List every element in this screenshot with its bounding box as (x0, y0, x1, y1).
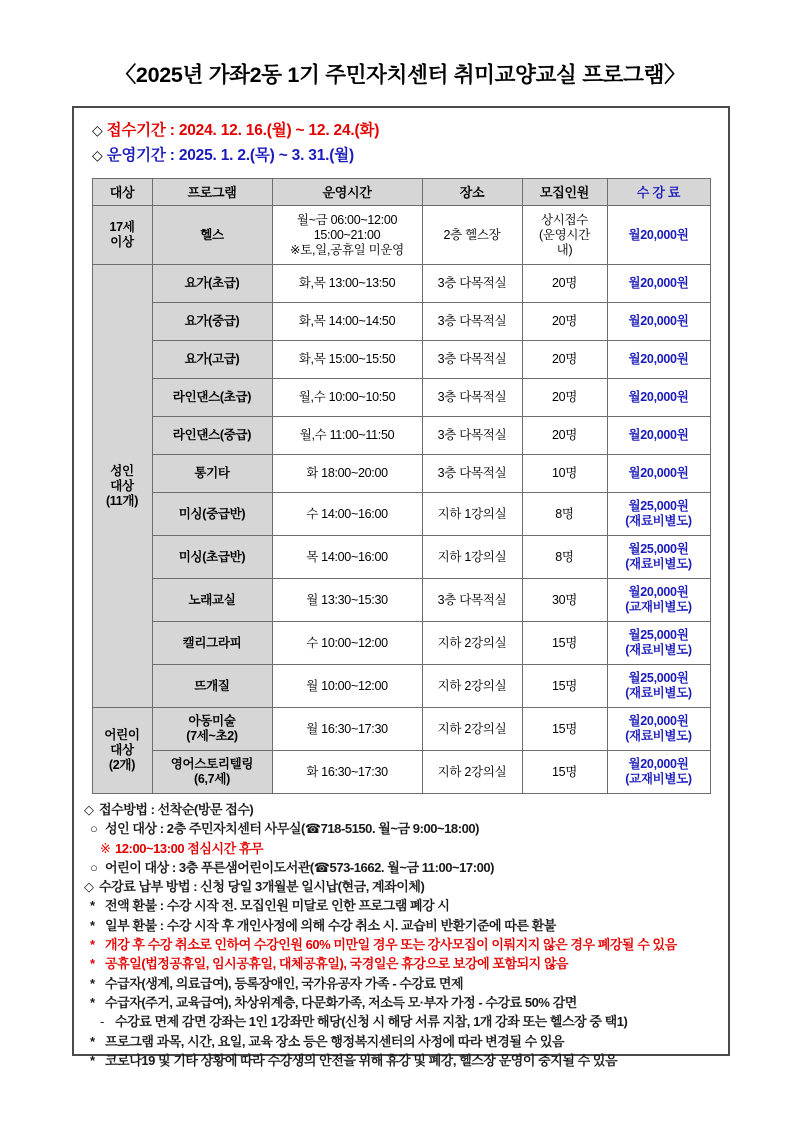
program-place: 2층 헬스장 (422, 206, 522, 265)
program-fee (607, 751, 710, 794)
target-group-children (92, 708, 152, 794)
table-row (92, 265, 710, 303)
program-capacity: 20명 (522, 341, 607, 379)
circle-icon: ○ (90, 859, 98, 875)
note-item (84, 800, 722, 819)
program-time (272, 206, 422, 265)
note-text: 수급자(생계, 의료급여), 등록장애인, 국가유공자 가족 - 수강료 면제 (105, 975, 464, 991)
target-line: 어린이 (104, 728, 140, 742)
program-name (152, 751, 272, 794)
program-name: 요가(초급) (152, 265, 272, 303)
circle-icon: ○ (90, 821, 98, 837)
note-item (84, 896, 722, 915)
program-place: 지하 2강의실 (422, 665, 522, 708)
fee-line: 월20,000원 (628, 757, 689, 771)
program-time: 화 16:30~17:30 (272, 751, 422, 794)
asterisk-icon: * (90, 975, 95, 991)
program-fee (607, 579, 710, 622)
program-place: 지하 2강의실 (422, 751, 522, 794)
note-item (84, 1051, 722, 1070)
note-item (84, 839, 722, 858)
program-capacity (522, 206, 607, 265)
program-fee (607, 622, 710, 665)
note-text: 수강료 면제 감면 강좌는 1인 1강좌만 해당(신청 시 해당 서류 지참, 1개 강좌 또는 헬스장 중 택1) (115, 1014, 628, 1030)
note-text: 성인 대상 : 2층 주민자치센터 사무실(☎718-5150. 월~금 9:00~18:00) (105, 821, 480, 837)
note-text: 어린이 대상 : 3층 푸른샘어린이도서관(☎573-1662. 월~금 11:00~17:00) (105, 859, 495, 875)
table-row (92, 417, 710, 455)
program-name: 라인댄스(중급) (152, 417, 272, 455)
program-capacity: 30명 (522, 579, 607, 622)
capacity-line: (운영시간 (539, 227, 590, 242)
note-text: 공휴일(법정공휴일, 임시공휴일, 대체공휴일), 국경일은 휴강으로 보강에 포함되지 않음 (105, 956, 569, 972)
diamond-icon: ◇ (92, 147, 103, 163)
table-row (92, 303, 710, 341)
column-header-program: 프로그램 (152, 179, 272, 206)
table-row (92, 379, 710, 417)
program-place: 3층 다목적실 (422, 303, 522, 341)
note-item (84, 877, 722, 896)
target-line: 성인 (110, 463, 134, 478)
program-fee (607, 493, 710, 536)
capacity-line: 내) (556, 242, 573, 257)
table-row (92, 536, 710, 579)
program-capacity: 15명 (522, 708, 607, 751)
program-place: 지하 1강의실 (422, 536, 522, 579)
program-time: 화,목 13:00~13:50 (272, 265, 422, 303)
table-row (92, 622, 710, 665)
program-fee: 월20,000원 (607, 455, 710, 493)
note-item (84, 974, 722, 993)
dash-icon: - (100, 1014, 104, 1030)
program-capacity: 20명 (522, 417, 607, 455)
note-item (84, 819, 722, 838)
program-name: 요가(중급) (152, 303, 272, 341)
program-place: 3층 다목적실 (422, 579, 522, 622)
program-time: 월 13:30~15:30 (272, 579, 422, 622)
time-line: 15:00~21:00 (313, 227, 381, 242)
note-text: 12:00~13:00 점심시간 휴무 (115, 840, 264, 856)
note-item (84, 1032, 722, 1051)
fee-note: (재료비별도) (625, 514, 692, 528)
asterisk-icon: * (90, 898, 95, 914)
program-capacity: 20명 (522, 379, 607, 417)
table-row (92, 665, 710, 708)
program-name: 노래교실 (152, 579, 272, 622)
asterisk-icon: * (90, 994, 95, 1010)
note-item (84, 954, 722, 973)
operation-period-text: 운영기간 : 2025. 1. 2.(목) ~ 3. 31.(월) (106, 147, 354, 164)
asterisk-icon: * (90, 917, 95, 933)
fee-line: 월25,000원 (628, 499, 689, 513)
note-text: 일부 환불 : 수강 시작 후 개인사정에 의해 수강 취소 시. 교습비 반환기준에 따른 환불 (105, 917, 556, 933)
content-frame (72, 106, 730, 1068)
program-time: 월 10:00~12:00 (272, 665, 422, 708)
table-row (92, 493, 710, 536)
program-place: 3층 다목적실 (422, 265, 522, 303)
fee-line: 월20,000원 (628, 585, 689, 599)
program-capacity: 8명 (522, 536, 607, 579)
program-fee: 월20,000원 (607, 417, 710, 455)
program-name (152, 708, 272, 751)
program-fee: 월20,000원 (607, 303, 710, 341)
note-text: 수급자(주거, 교육급여), 차상위계층, 다문화가족, 저소득 모·부자 가정 - 수강료 50% 감면 (105, 994, 577, 1010)
program-name: 미싱(중급반) (152, 493, 272, 536)
column-header-time: 운영시간 (272, 179, 422, 206)
target-line: 이상 (110, 235, 134, 249)
note-item (84, 858, 722, 877)
program-time: 화,목 14:00~14:50 (272, 303, 422, 341)
target-line: 대상 (110, 478, 134, 493)
program-place: 지하 2강의실 (422, 708, 522, 751)
time-line: 월~금 06:00~12:00 (296, 212, 398, 227)
fee-line: 월20,000원 (628, 714, 689, 728)
program-fee (607, 708, 710, 751)
program-place: 지하 2강의실 (422, 622, 522, 665)
program-time: 월,수 11:00~11:50 (272, 417, 422, 455)
note-item (84, 916, 722, 935)
note-text: 프로그램 과목, 시간, 요일, 교육 장소 등은 행정복지센터의 사정에 따라 변경될 수 있음 (105, 1033, 565, 1049)
program-time: 월 16:30~17:30 (272, 708, 422, 751)
fee-note: (재료비별도) (625, 643, 692, 657)
program-capacity: 15명 (522, 665, 607, 708)
program-agerange: (6,7세) (194, 772, 230, 786)
target-line: 대상 (110, 743, 134, 757)
program-name: 헬스 (152, 206, 272, 265)
program-time: 월,수 10:00~10:50 (272, 379, 422, 417)
time-line: ※토,일,공휴일 미운영 (290, 242, 404, 257)
program-capacity: 10명 (522, 455, 607, 493)
fee-note: (재료비별도) (625, 729, 692, 743)
program-fee (607, 665, 710, 708)
asterisk-icon: * (90, 937, 95, 953)
operation-period-line (92, 143, 728, 168)
table-row (92, 579, 710, 622)
registration-period-line (92, 118, 728, 143)
program-name: 뜨개질 (152, 665, 272, 708)
diamond-icon: ◇ (84, 879, 94, 895)
program-line: 아동미술 (188, 714, 236, 728)
registration-period-text: 접수기간 : 2024. 12. 16.(월) ~ 12. 24.(화) (106, 122, 380, 139)
note-item (84, 935, 722, 954)
program-time: 화 18:00~20:00 (272, 455, 422, 493)
page-title: 〈2025년 가좌2동 1기 주민자치센터 취미교양교실 프로그램〉 (114, 63, 686, 87)
column-header-fee: 수 강 료 (607, 179, 710, 206)
asterisk-icon: * (90, 956, 95, 972)
program-fee: 월20,000원 (607, 379, 710, 417)
program-capacity: 15명 (522, 622, 607, 665)
reference-mark-icon: ※ (100, 840, 111, 856)
table-row (92, 708, 710, 751)
note-text: 접수방법 : 선착순(방문 접수) (99, 802, 254, 817)
program-place: 3층 다목적실 (422, 379, 522, 417)
asterisk-icon: * (90, 1052, 95, 1068)
program-time: 수 10:00~12:00 (272, 622, 422, 665)
program-name: 라인댄스(초급) (152, 379, 272, 417)
fee-line: 월25,000원 (628, 628, 689, 642)
note-text: 전액 환불 : 수강 시작 전. 모집인원 미달로 인한 프로그램 폐강 시 (105, 898, 450, 914)
program-agerange: (7세~초2) (186, 729, 238, 743)
program-place: 지하 1강의실 (422, 493, 522, 536)
column-header-place: 장소 (422, 179, 522, 206)
program-capacity: 15명 (522, 751, 607, 794)
program-capacity: 8명 (522, 493, 607, 536)
program-fee: 월20,000원 (607, 341, 710, 379)
note-item (84, 1012, 722, 1031)
target-line: (2개) (108, 758, 136, 772)
fee-note: (재료비별도) (625, 557, 692, 571)
program-place: 3층 다목적실 (422, 455, 522, 493)
program-name: 캘리그라피 (152, 622, 272, 665)
table-header-row (92, 179, 710, 206)
fee-note: (교재비별도) (625, 600, 692, 614)
column-header-target: 대상 (92, 179, 152, 206)
program-place: 3층 다목적실 (422, 341, 522, 379)
program-schedule-table (92, 178, 711, 794)
period-block (74, 108, 728, 172)
program-capacity: 20명 (522, 303, 607, 341)
program-fee: 월20,000원 (607, 265, 710, 303)
note-text: 수강료 납부 방법 : 신청 당일 3개월분 일시납(현금, 계좌이체) (99, 879, 425, 895)
target-group-adult (92, 265, 152, 708)
program-time: 목 14:00~16:00 (272, 536, 422, 579)
column-header-capacity: 모집인원 (522, 179, 607, 206)
program-place: 3층 다목적실 (422, 417, 522, 455)
program-capacity: 20명 (522, 265, 607, 303)
table-row (92, 341, 710, 379)
capacity-line: 상시접수 (540, 212, 589, 227)
diamond-icon: ◇ (92, 122, 103, 138)
note-text: 개강 후 수강 취소로 인하여 수강인원 60% 미만일 경우 또는 강사모집이 이뤄지지 않은 경우 폐강될 수 있음 (105, 937, 677, 953)
note-text: 코로나19 및 기타 상황에 따라 수강생의 안전을 위해 휴강 및 폐강, 헬스장 운영이 중지될 수 있음 (105, 1052, 618, 1068)
target-line: (11개) (105, 493, 139, 508)
program-time: 수 14:00~16:00 (272, 493, 422, 536)
asterisk-icon: * (90, 1033, 95, 1049)
note-item (84, 993, 722, 1012)
program-name: 통기타 (152, 455, 272, 493)
notes-section (74, 794, 728, 1070)
fee-note: (재료비별도) (625, 686, 692, 700)
table-row (92, 206, 710, 265)
fee-line: 월25,000원 (628, 671, 689, 685)
fee-line: 월25,000원 (628, 542, 689, 556)
diamond-icon: ◇ (84, 802, 94, 817)
program-fee (607, 536, 710, 579)
program-time: 화,목 15:00~15:50 (272, 341, 422, 379)
program-name: 요가(고급) (152, 341, 272, 379)
program-name: 미싱(초급반) (152, 536, 272, 579)
program-line: 영어스토리텔링 (170, 757, 254, 771)
fee-note: (교재비별도) (625, 772, 692, 786)
target-group-17plus (92, 206, 152, 265)
table-row (92, 751, 710, 794)
program-fee: 월20,000원 (607, 206, 710, 265)
table-row (92, 455, 710, 493)
target-line: 17세 (109, 220, 135, 234)
